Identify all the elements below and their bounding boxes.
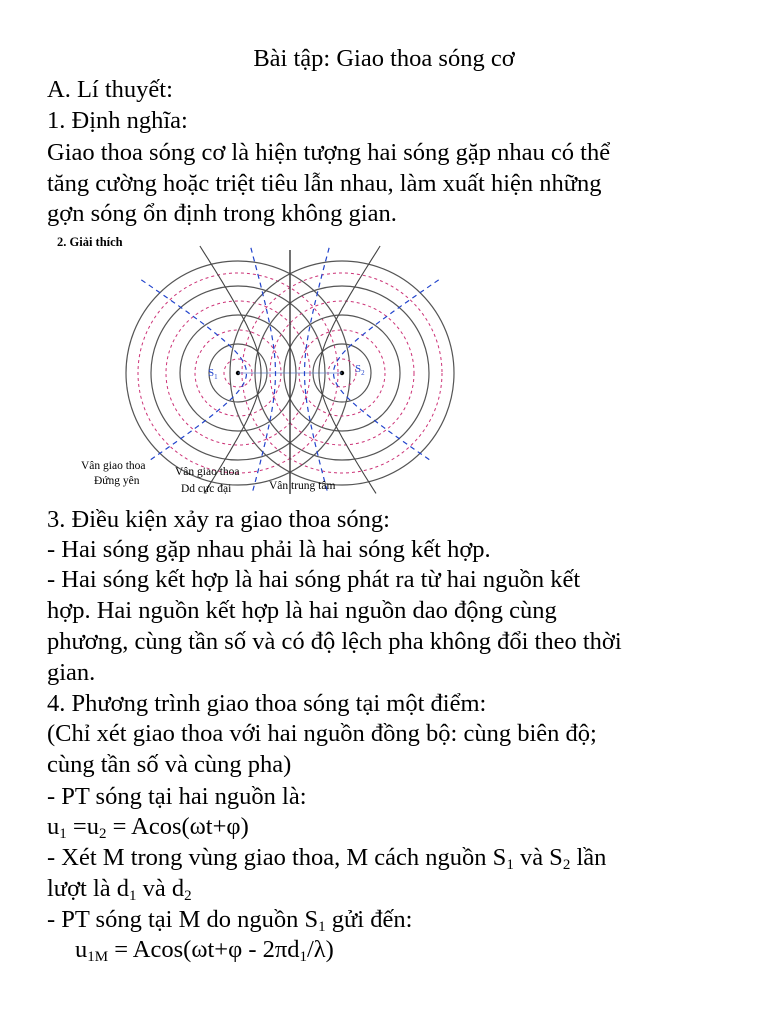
label-standing-line-1: Vân giao thoa <box>81 460 146 472</box>
point-m-line-1: - Xét M trong vùng giao thoa, M cách nguồn $S_1$ và $S_2$ lần <box>47 844 607 873</box>
figure-heading: 2. Giải thích <box>57 235 123 249</box>
definition-line-1: Giao thoa sóng cơ là hiện tượng hai sóng gặp nhau có thể <box>47 139 611 166</box>
point-m-line-2: lượt là $d_1$ và $d_2$ <box>47 875 192 904</box>
nodal-hyperbola <box>141 280 246 462</box>
definition-line-2: tăng cường hoặc triệt tiêu lẫn nhau, làm xuất hiện những <box>47 170 602 197</box>
definition-heading: 1. Định nghĩa: <box>47 107 188 134</box>
source-equation-heading: - PT sóng tại hai nguồn là: <box>47 783 307 810</box>
point-m-line-3: - PT sóng tại M do nguồn $S_1$ gửi đến: <box>47 906 413 935</box>
source-equation: $u_1 =u_2 = Acos(\omega t+\varphi)$ <box>47 813 249 842</box>
equation-note-line-1: (Chỉ xét giao thoa với hai nguồn đồng bộ: cùng biên độ; <box>47 720 597 747</box>
label-center: Vân trung tâm <box>269 480 336 492</box>
condition-line-1: - Hai sóng gặp nhau phải là hai sóng kết hợp. <box>47 536 491 563</box>
section-a-heading: A. Lí thuyết: <box>47 76 173 103</box>
wave-pattern <box>126 246 454 494</box>
condition-line-4: phương, cùng tần số và có độ lệch pha không đổi theo thời <box>47 628 622 655</box>
equation-heading: 4. Phương trình giao thoa sóng tại một điểm: <box>47 690 487 717</box>
equation-note-line-2: cùng tần số và cùng pha) <box>47 751 292 778</box>
label-max-line-2: Dd cực đại <box>181 483 232 495</box>
definition-line-3: gợn sóng ổn định trong không gian. <box>47 200 397 227</box>
wave-equation-at-m: $u_{1M} = Acos(\omega t+\varphi - 2\pi d_1/\lambda)$ <box>75 936 334 965</box>
label-max-line-1: Vân giao thoa <box>175 466 240 478</box>
condition-line-5: gian. <box>47 659 96 686</box>
interference-diagram <box>55 232 475 502</box>
source-1-label: $S_1$ <box>208 367 218 381</box>
condition-heading: 3. Điều kiện xảy ra giao thoa sóng: <box>47 506 390 533</box>
nodal-hyperbola <box>334 280 439 462</box>
condition-line-2: - Hai sóng kết hợp là hai sóng phát ra từ hai nguồn kết <box>47 566 581 593</box>
source-2-label: $S_2$ <box>355 363 365 377</box>
label-standing-line-2: Đứng yên <box>94 475 140 487</box>
page-title: Bài tập: Giao thoa sóng cơ <box>253 45 515 72</box>
condition-line-3: hợp. Hai nguồn kết hợp là hai nguồn dao động cùng <box>47 597 557 624</box>
